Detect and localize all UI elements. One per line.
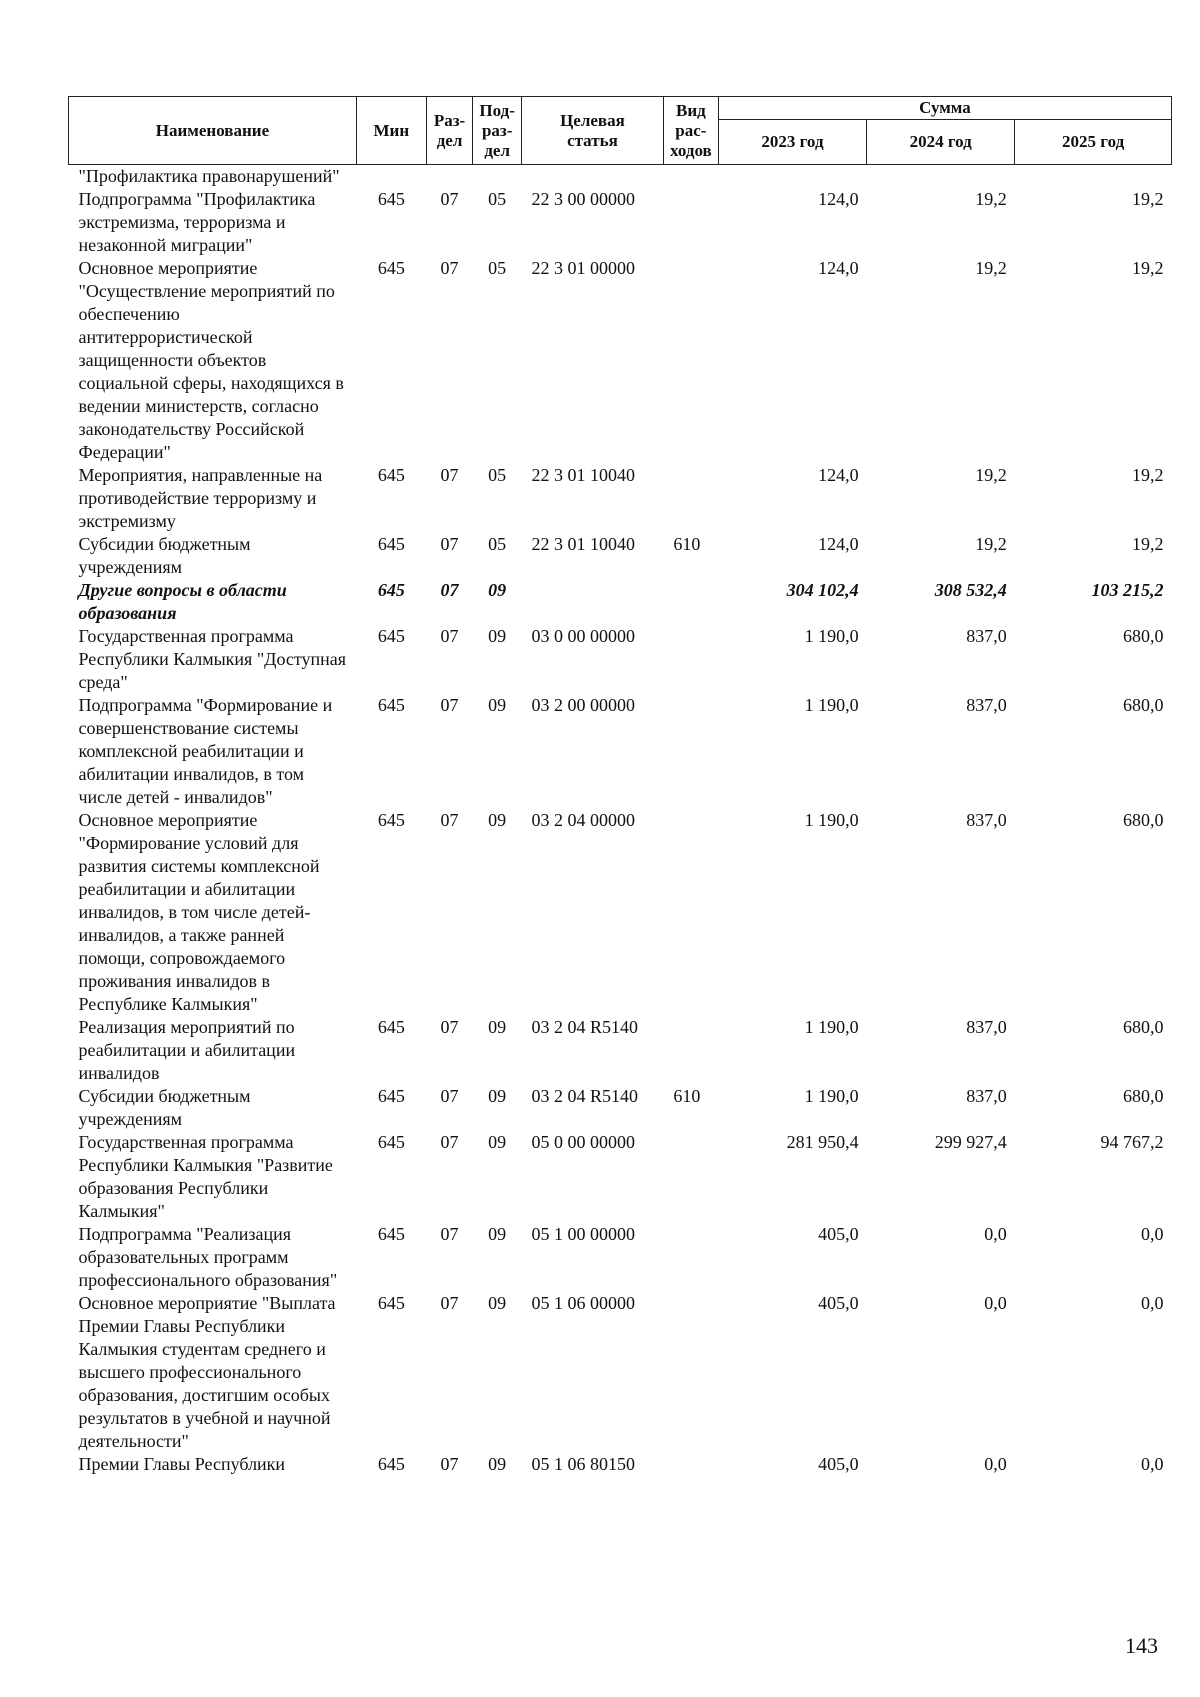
cell-vid-rashodov (663, 1453, 718, 1476)
cell-2023: 304 102,4 (786, 580, 859, 600)
cell-min: 645 (377, 534, 405, 554)
cell-2023: 1 190,0 (804, 695, 859, 715)
header-2024: 2024 год (867, 120, 1015, 165)
table-row (69, 1016, 1172, 1085)
cell-name: Другие вопросы в области образования (78, 580, 287, 623)
header-min: Мин (356, 97, 426, 165)
cell-razdel: 07 (440, 810, 459, 830)
cell-razdel: 07 (440, 534, 459, 554)
cell-2024: 19,2 (975, 258, 1007, 278)
cell-min: 645 (377, 1454, 405, 1474)
cell-celevaya-statya: 03 2 00 00000 (531, 695, 636, 715)
cell-2024: 19,2 (975, 189, 1007, 209)
cell-min: 645 (377, 626, 405, 646)
cell-2024: 837,0 (966, 695, 1007, 715)
cell-name: Мероприятия, направленные на противодействие терроризму и экстремизму (78, 465, 323, 531)
cell-name: "Профилактика правонарушений" (78, 166, 340, 186)
cell-2023: 405,0 (818, 1224, 859, 1244)
cell-2025: 680,0 (1123, 626, 1164, 646)
cell-celevaya-statya: 22 3 01 10040 (531, 465, 636, 485)
cell-name: Субсидии бюджетным учреждениям (78, 1086, 251, 1129)
cell-podrazdel: 09 (488, 1086, 507, 1106)
cell-2025: 680,0 (1123, 810, 1164, 830)
cell-podrazdel: 09 (488, 1017, 507, 1037)
page-number: 143 (1125, 1633, 1158, 1658)
cell-2023: 281 950,4 (786, 1132, 859, 1152)
table-row (69, 464, 1172, 533)
table-row (69, 579, 1172, 625)
cell-2025: 680,0 (1123, 1017, 1164, 1037)
header-razdel: Раз- дел (426, 97, 473, 165)
header-podrazdel: Под- раз- дел (473, 97, 522, 165)
cell-2023: 124,0 (818, 189, 859, 209)
cell-razdel: 07 (440, 1224, 459, 1244)
header-2025: 2025 год (1015, 120, 1172, 165)
table-row (69, 809, 1172, 1016)
cell-vid-rashodov (663, 694, 718, 809)
cell-min: 645 (377, 258, 405, 278)
cell-2023: 124,0 (818, 465, 859, 485)
cell-vid-rashodov (663, 1016, 718, 1085)
cell-razdel: 07 (440, 626, 459, 646)
cell-min: 645 (377, 1132, 405, 1152)
cell-celevaya-statya (522, 165, 664, 189)
cell-min: 645 (377, 465, 405, 485)
table-row (69, 257, 1172, 464)
header-2023: 2023 год (718, 120, 866, 165)
cell-name: Премии Главы Республики (78, 1454, 286, 1474)
cell-celevaya-statya: 03 0 00 00000 (531, 626, 636, 646)
table-row (69, 1292, 1172, 1453)
cell-razdel: 07 (440, 258, 459, 278)
budget-table (68, 96, 1172, 1476)
table-row (69, 1223, 1172, 1292)
cell-celevaya-statya: 22 3 00 00000 (531, 189, 636, 209)
cell-2024: 837,0 (966, 1086, 1007, 1106)
cell-name: Подпрограмма "Реализация образовательных программ профессионального образования" (78, 1224, 338, 1290)
cell-name: Основное мероприятие "Формирование условий для развития системы комплексной реабилитации и абилитации инвалидов, в том числе детей-инвалидов, а также ранней помощи, сопровождаемого проживания инвалидов в Республике Калмыкия" (78, 810, 320, 1014)
cell-2024: 837,0 (966, 626, 1007, 646)
cell-2025: 19,2 (1132, 189, 1164, 209)
cell-podrazdel: 09 (488, 1132, 507, 1152)
cell-name: Реализация мероприятий по реабилитации и абилитации инвалидов (78, 1017, 296, 1083)
cell-2025: 19,2 (1132, 534, 1164, 554)
cell-vid-rashodov: 610 (673, 534, 701, 554)
cell-vid-rashodov (663, 257, 718, 464)
cell-razdel: 07 (440, 1454, 459, 1474)
cell-vid-rashodov (663, 1131, 718, 1223)
cell-2023: 405,0 (818, 1293, 859, 1313)
cell-celevaya-statya: 05 1 00 00000 (531, 1224, 636, 1244)
cell-name: Субсидии бюджетным учреждениям (78, 534, 251, 577)
cell-podrazdel: 05 (488, 465, 507, 485)
cell-celevaya-statya: 05 1 06 00000 (531, 1293, 636, 1313)
cell-podrazdel: 05 (488, 534, 507, 554)
cell-razdel: 07 (440, 465, 459, 485)
cell-2025: 0,0 (1141, 1293, 1164, 1313)
cell-podrazdel: 05 (488, 189, 507, 209)
cell-2025: 103 215,2 (1091, 580, 1164, 600)
table-row (69, 188, 1172, 257)
cell-2024: 299 927,4 (934, 1132, 1007, 1152)
table-row (69, 1453, 1172, 1476)
cell-2024: 837,0 (966, 810, 1007, 830)
cell-min (356, 165, 426, 189)
cell-2025: 19,2 (1132, 465, 1164, 485)
cell-podrazdel: 09 (488, 1293, 507, 1313)
cell-podrazdel: 09 (488, 810, 507, 830)
cell-celevaya-statya (522, 579, 664, 625)
cell-2024: 19,2 (975, 534, 1007, 554)
cell-2025: 0,0 (1141, 1224, 1164, 1244)
cell-razdel: 07 (440, 1132, 459, 1152)
cell-min: 645 (377, 1086, 405, 1106)
cell-2023: 1 190,0 (804, 1086, 859, 1106)
table-row (69, 694, 1172, 809)
cell-celevaya-statya: 03 2 04 00000 (531, 810, 636, 830)
cell-min: 645 (377, 810, 405, 830)
table-row (69, 625, 1172, 694)
cell-name: Подпрограмма "Формирование и совершенствование системы комплексной реабилитации и абилитации инвалидов, в том числе детей - инвалидов" (78, 695, 333, 807)
cell-2024: 0,0 (984, 1293, 1007, 1313)
cell-celevaya-statya: 05 0 00 00000 (531, 1132, 636, 1152)
cell-podrazdel: 09 (488, 1224, 507, 1244)
cell-2025: 94 767,2 (1100, 1132, 1164, 1152)
cell-vid-rashodov (663, 1223, 718, 1292)
cell-podrazdel: 05 (488, 258, 507, 278)
cell-name: Основное мероприятие "Выплата Премии Главы Республики Калмыкия студентам среднего и высшего профессионального образования, достигшим особых результатов в учебной и научной деятельности" (78, 1293, 336, 1451)
cell-razdel: 07 (440, 1293, 459, 1313)
cell-2023 (718, 165, 866, 189)
cell-min: 645 (377, 695, 405, 715)
cell-name: Государственная программа Республики Калмыкия "Доступная среда" (78, 626, 347, 692)
header-vid-rashodov: Вид рас- ходов (663, 97, 718, 165)
table-header (69, 97, 1172, 165)
cell-vid-rashodov (663, 188, 718, 257)
cell-celevaya-statya: 05 1 06 80150 (531, 1454, 636, 1474)
cell-razdel: 07 (440, 189, 459, 209)
cell-celevaya-statya: 03 2 04 R5140 (531, 1017, 639, 1037)
cell-celevaya-statya: 03 2 04 R5140 (531, 1086, 639, 1106)
cell-razdel: 07 (440, 1086, 459, 1106)
cell-razdel: 07 (440, 580, 459, 600)
cell-vid-rashodov (663, 579, 718, 625)
cell-2024: 0,0 (984, 1224, 1007, 1244)
table-row (69, 1131, 1172, 1223)
header-name: Наименование (69, 97, 357, 165)
cell-celevaya-statya: 22 3 01 00000 (531, 258, 636, 278)
cell-2024: 308 532,4 (934, 580, 1007, 600)
cell-vid-rashodov (663, 165, 718, 189)
cell-vid-rashodov: 610 (673, 1086, 701, 1106)
budget-document (68, 96, 1172, 1476)
cell-2025 (1015, 165, 1172, 189)
header-summa: Сумма (718, 97, 1171, 120)
cell-razdel: 07 (440, 695, 459, 715)
cell-2025: 0,0 (1141, 1454, 1164, 1474)
cell-vid-rashodov (663, 464, 718, 533)
cell-name: Государственная программа Республики Калмыкия "Развитие образования Республики Калмыкия" (78, 1132, 333, 1221)
cell-razdel: 07 (440, 1017, 459, 1037)
cell-min: 645 (377, 1293, 405, 1313)
cell-2023: 1 190,0 (804, 810, 859, 830)
cell-min: 645 (377, 189, 405, 209)
cell-celevaya-statya: 22 3 01 10040 (531, 534, 636, 554)
cell-2025: 19,2 (1132, 258, 1164, 278)
table-row (69, 1085, 1172, 1131)
header-celevaya-statya: Целевая статья (522, 97, 664, 165)
cell-vid-rashodov (663, 1292, 718, 1453)
cell-vid-rashodov (663, 809, 718, 1016)
cell-podrazdel: 09 (488, 580, 507, 600)
table-row (69, 533, 1172, 579)
cell-2025: 680,0 (1123, 695, 1164, 715)
cell-podrazdel (473, 165, 522, 189)
cell-razdel (426, 165, 473, 189)
cell-2024: 837,0 (966, 1017, 1007, 1037)
table-row (69, 165, 1172, 189)
cell-2023: 124,0 (818, 534, 859, 554)
cell-2023: 124,0 (818, 258, 859, 278)
cell-2024: 0,0 (984, 1454, 1007, 1474)
cell-2024: 19,2 (975, 465, 1007, 485)
cell-min: 645 (377, 1224, 405, 1244)
cell-min: 645 (377, 1017, 405, 1037)
cell-2023: 1 190,0 (804, 626, 859, 646)
cell-min: 645 (377, 580, 405, 600)
cell-2023: 1 190,0 (804, 1017, 859, 1037)
cell-name: Подпрограмма "Профилактика экстремизма, терроризма и незаконной миграции" (78, 189, 316, 255)
cell-2024 (867, 165, 1015, 189)
cell-2023: 405,0 (818, 1454, 859, 1474)
cell-2025: 680,0 (1123, 1086, 1164, 1106)
table-body (69, 165, 1172, 1477)
cell-podrazdel: 09 (488, 1454, 507, 1474)
cell-podrazdel: 09 (488, 695, 507, 715)
cell-name: Основное мероприятие "Осуществление мероприятий по обеспечению антитеррористической защищенности объектов социальной сферы, находящихся в ведении министерств, согласно законодательству Российской Федерации" (78, 258, 344, 462)
cell-podrazdel: 09 (488, 626, 507, 646)
cell-vid-rashodov (663, 625, 718, 694)
